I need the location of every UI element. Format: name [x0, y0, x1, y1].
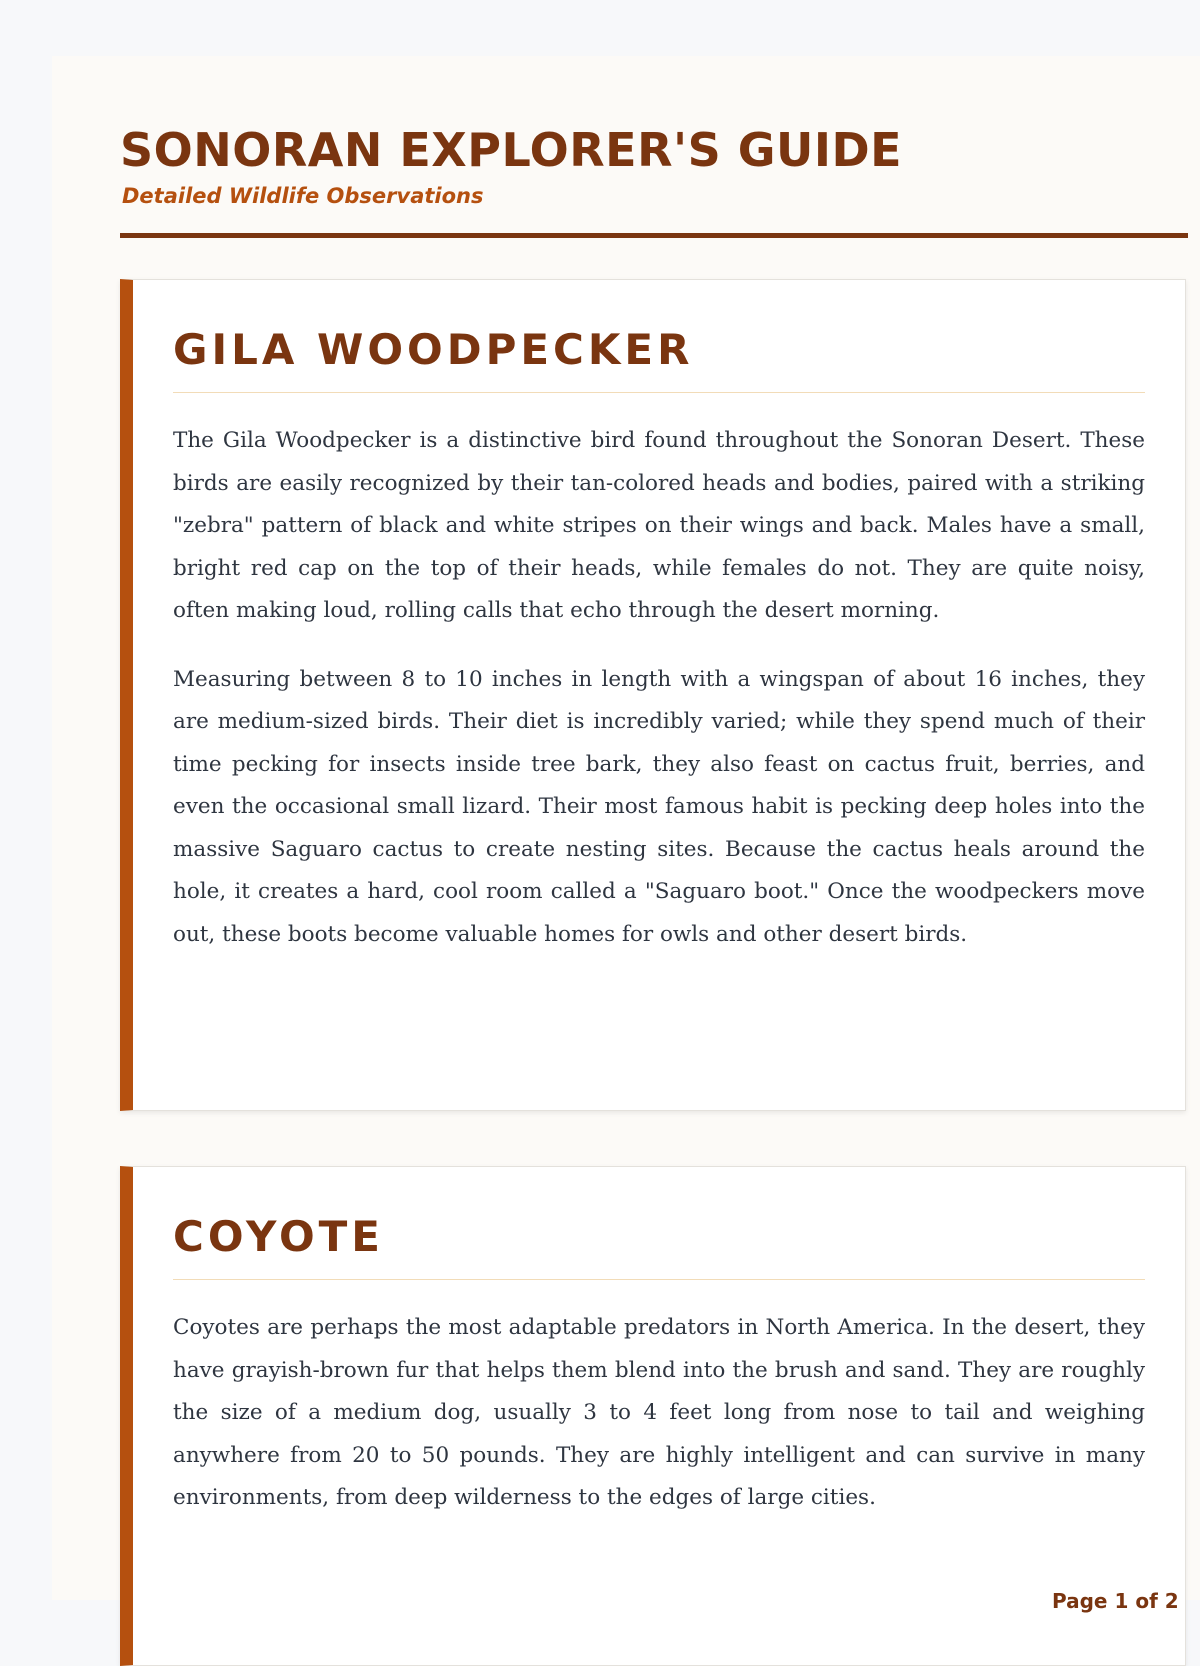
description-paragraph: Coyotes are perhaps the most adaptable predators in North America. In the desert, they have grayish-brown fur that helps them blend into the brush and sand. They are roughly the size of a medium dog, usually 3 to 4 feet long from nose to tail and weighing anywhere from 20 to 50 pounds. They are highly intelligent and can survive in many environments, from deep wilderness to the edges of large cities.: [173, 1315, 1145, 1510]
species-title: GILA WOODPECKER: [173, 325, 694, 374]
page-number: Page 1 of 2: [1052, 1589, 1179, 1613]
title-divider: [173, 392, 1145, 393]
description-paragraph: Measuring between 8 to 10 inches in length with a wingspan of about 16 inches, they are medium-sized birds. Their diet is incredibly varied; while they spend much of their time pecking for insects inside tree bark, they also feast on cactus fruit, berries, and even the occasional small lizard. Their most famous habit is pecking deep holes into the massive Saguaro cactus to create nesting sites. Because the cactus heals around the hole, it creates a hard, cool room called a "Saguaro boot." Once the woodpeckers move out, these boots become valuable homes for owls and other desert birds.: [173, 666, 1145, 947]
title-divider: [173, 1279, 1145, 1280]
header-divider: [120, 233, 1188, 238]
page-subtitle: Detailed Wildlife Observations: [122, 184, 484, 208]
species-description: [173, 1307, 1145, 1546]
guide-page: [52, 56, 1200, 1613]
species-card-coyote: [120, 1166, 1186, 1666]
species-description: [173, 420, 1145, 982]
page-header: [120, 122, 1186, 210]
species-title: COYOTE: [173, 1212, 384, 1261]
description-paragraph: The Gila Woodpecker is a distinctive bird found throughout the Sonoran Desert. These birds are easily recognized by their tan-colored heads and bodies, paired with a striking "zebra" pattern of black and white stripes on their wings and back. Males have a small, bright red cap on the top of their heads, while females do not. They are quite noisy, often making loud, rolling calls that echo through the desert morning.: [173, 428, 1145, 623]
page-title: SONORAN EXPLORER'S GUIDE: [120, 123, 903, 177]
species-card-gila-woodpecker: [120, 279, 1186, 1111]
